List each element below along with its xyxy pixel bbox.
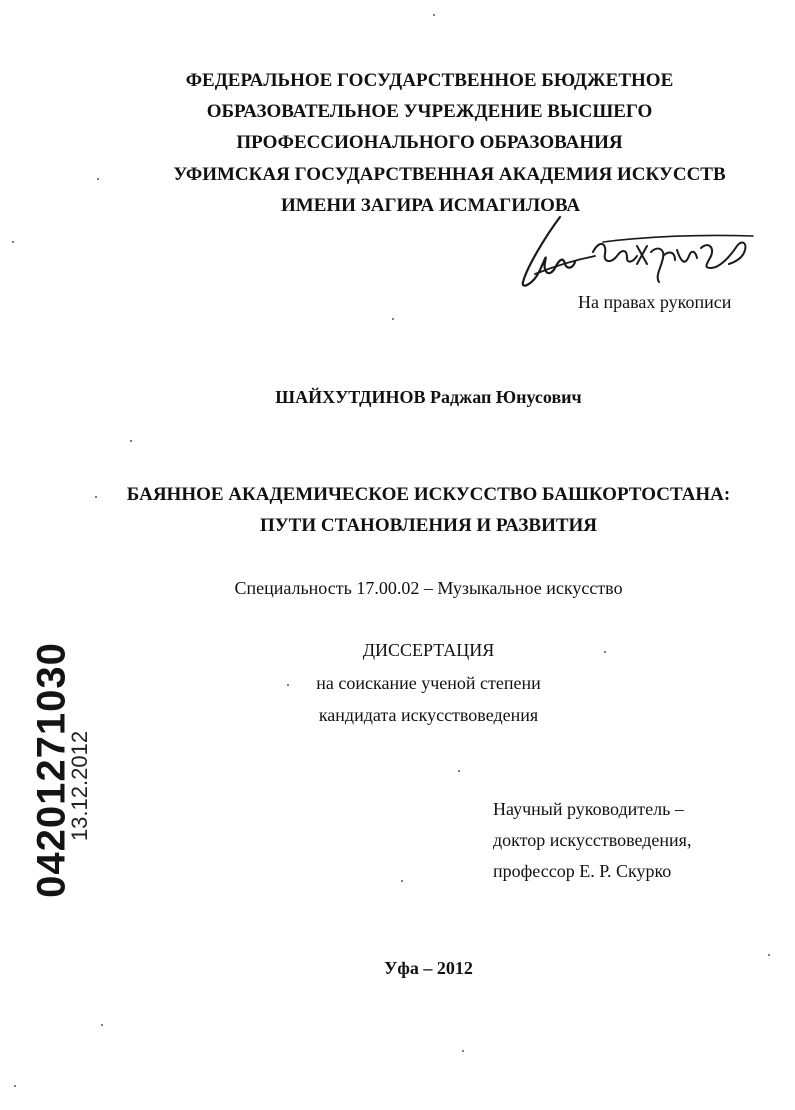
scan-speck [462,1050,464,1052]
specialty: Специальность 17.00.02 – Музыкальное искусство [234,578,623,598]
library-stamp-number: 04201271030 [29,642,74,898]
dissertation-title-line-1: БАЯННОЕ АКАДЕМИЧЕСКОЕ ИСКУССТВО БАШКОРТОСТАНА: [126,484,731,505]
scan-speck [392,318,394,320]
scan-speck [101,1024,103,1026]
scan-speck [95,496,97,498]
city-year: Уфа – 2012 [384,958,473,978]
dissertation-title-line-2: ПУТИ СТАНОВЛЕНИЯ И РАЗВИТИЯ [259,515,598,536]
scan-speck [768,954,770,956]
supervisor-line-1: Научный руководитель – [493,799,684,819]
author-name [31,387,795,408]
institution-line-2: ОБРАЗОВАТЕЛЬНОЕ УЧРЕЖДЕНИЕ ВЫСШЕГО [206,101,653,122]
supervisor-line-2: доктор искусствоведения, [493,830,692,850]
institution-line-1: ФЕДЕРАЛЬНОЕ ГОСУДАРСТВЕННОЕ БЮДЖЕТНОЕ [185,70,674,91]
scan-speck [604,651,606,653]
author-surname: ШАЙХУТДИНОВ [275,387,426,407]
scan-speck [130,440,132,442]
supervisor-line-3: профессор Е. Р. Скурко [493,861,672,881]
manuscript-rights-note: На правах рукописи [578,292,732,312]
degree-line-2: кандидата искусствоведения [318,705,539,725]
scan-speck [97,178,99,180]
degree-line-1: на соискание ученой степени [316,673,541,693]
institution-line-3: ПРОФЕССИОНАЛЬНОГО ОБРАЗОВАНИЯ [236,132,623,153]
institution-line-4: УФИМСКАЯ ГОСУДАРСТВЕННАЯ АКАДЕМИЯ ИСКУССТВ [173,164,726,185]
scan-speck [401,880,403,882]
institution-line-5: ИМЕНИ ЗАГИРА ИСМАГИЛОВА [281,195,581,216]
scan-speck [14,1085,16,1087]
author-given-names: Раджап Юнусович [430,387,582,407]
scan-speck [287,684,289,686]
scan-speck [433,14,435,16]
handwritten-signature [515,212,765,292]
scan-speck [12,241,14,243]
document-type: ДИССЕРТАЦИЯ [362,640,495,660]
library-stamp-date: 13.12.2012 [67,730,92,842]
scan-speck [458,770,460,772]
